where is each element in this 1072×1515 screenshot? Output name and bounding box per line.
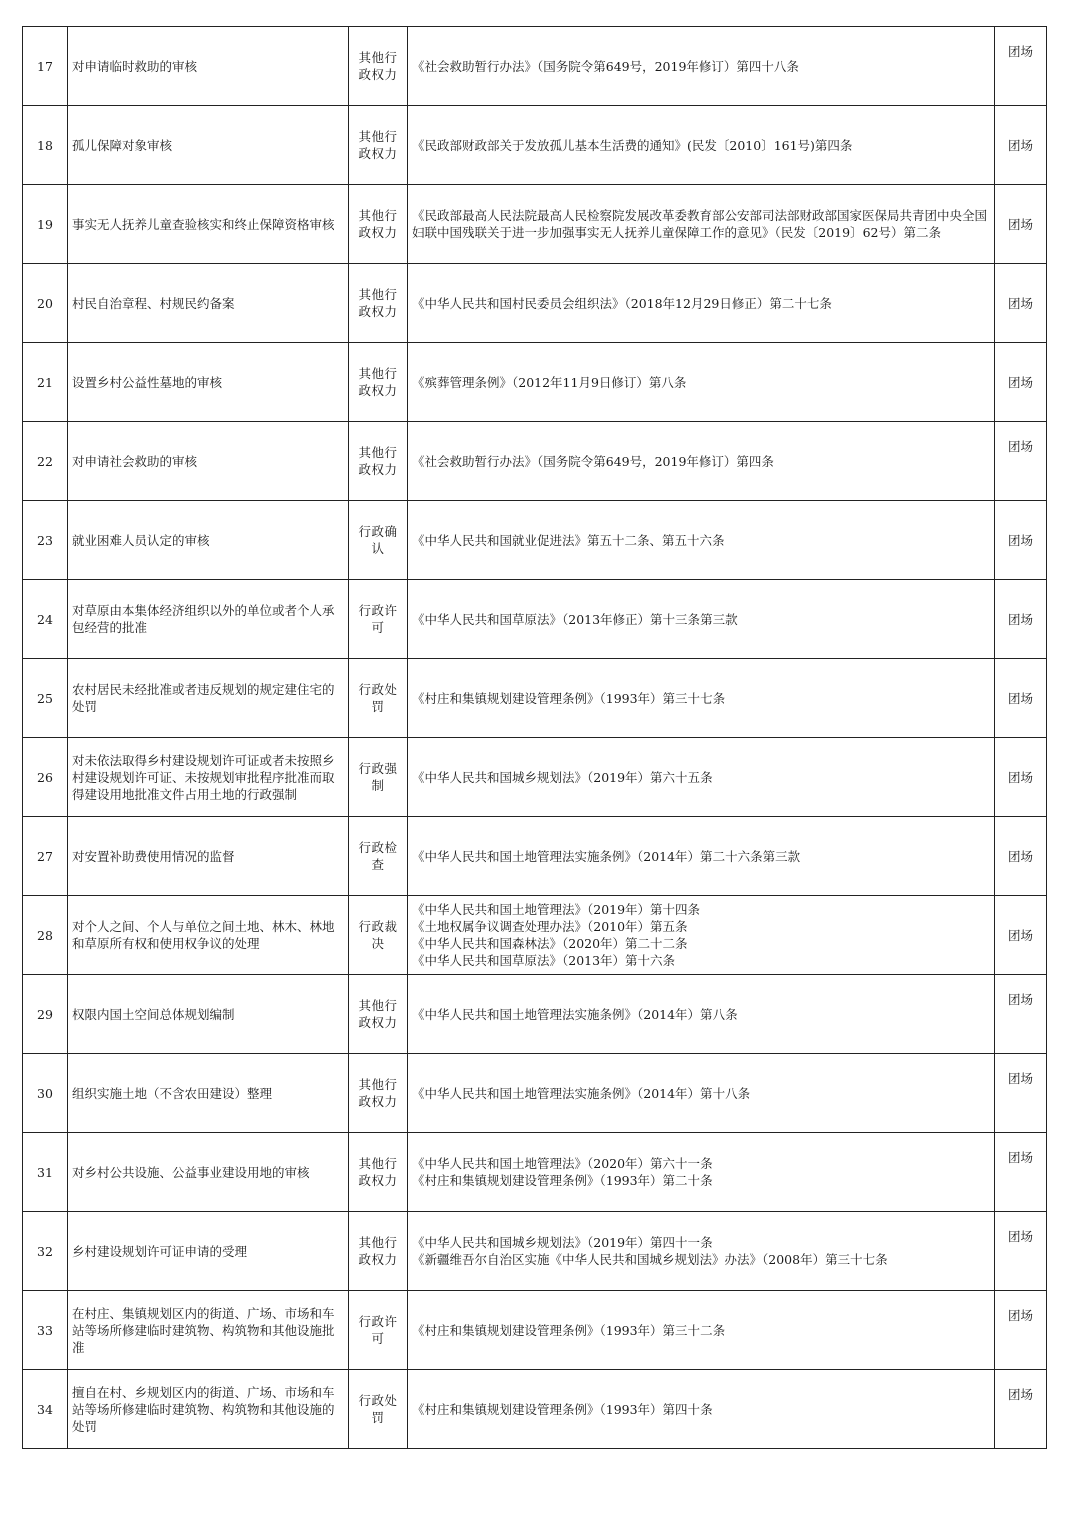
- item-name: 对个人之间、个人与单位之间土地、林木、林地和草原所有权和使用权争议的处理: [68, 896, 349, 975]
- responsible-unit: 团场: [995, 580, 1047, 659]
- item-name: 就业困难人员认定的审核: [68, 501, 349, 580]
- table-row: [23, 817, 1047, 896]
- responsible-unit: 团场: [995, 264, 1047, 343]
- power-type: 行政处罚: [349, 1370, 408, 1449]
- legal-basis: [408, 1212, 995, 1291]
- legal-basis: [408, 501, 995, 580]
- legal-basis-line: 《村庄和集镇规划建设管理条例》（1993年）第三十七条: [412, 690, 726, 706]
- table-row: [23, 264, 1047, 343]
- responsible-unit: 团场: [995, 975, 1047, 1054]
- table-body: [23, 27, 1047, 1449]
- responsible-unit: 团场: [995, 1054, 1047, 1133]
- power-type: 其他行政权力: [349, 975, 408, 1054]
- responsible-unit: 团场: [995, 185, 1047, 264]
- power-type: 行政检查: [349, 817, 408, 896]
- legal-basis: [408, 422, 995, 501]
- power-type: 行政许可: [349, 1291, 408, 1370]
- legal-basis-line: 《民政部最高人民法院最高人民检察院发展改革委教育部公安部司法部财政部国家医保局共青团中央全国妇联中国残联关于进一步加强事实无人抚养儿童保障工作的意见》（民发〔2019〕62号）第二条: [412, 208, 988, 240]
- legal-basis-line: 《中华人民共和国森林法》（2020年）第二十二条: [412, 936, 688, 951]
- row-number: 31: [23, 1133, 68, 1212]
- row-number: 28: [23, 896, 68, 975]
- legal-basis: [408, 975, 995, 1054]
- legal-basis: [408, 1291, 995, 1370]
- legal-basis: [408, 27, 995, 106]
- power-type: 其他行政权力: [349, 343, 408, 422]
- table-row: [23, 106, 1047, 185]
- power-type: 其他行政权力: [349, 1133, 408, 1212]
- item-name: 乡村建设规划许可证申请的受理: [68, 1212, 349, 1291]
- table-row: [23, 975, 1047, 1054]
- item-name: 权限内国土空间总体规划编制: [68, 975, 349, 1054]
- row-number: 34: [23, 1370, 68, 1449]
- power-type: 行政裁决: [349, 896, 408, 975]
- power-type: 行政确认: [349, 501, 408, 580]
- item-name: 孤儿保障对象审核: [68, 106, 349, 185]
- legal-basis-line: 《中华人民共和国城乡规划法》（2019年）第四十一条: [412, 1235, 713, 1250]
- responsible-unit: 团场: [995, 659, 1047, 738]
- table-row: [23, 1133, 1047, 1212]
- item-name: 组织实施土地（不含农田建设）整理: [68, 1054, 349, 1133]
- legal-basis: [408, 1370, 995, 1449]
- responsible-unit: 团场: [995, 343, 1047, 422]
- responsible-unit: 团场: [995, 422, 1047, 501]
- item-name: 对草原由本集体经济组织以外的单位或者个人承包经营的批准: [68, 580, 349, 659]
- legal-basis-line: 《中华人民共和国就业促进法》第五十二条、第五十六条: [412, 532, 725, 548]
- legal-basis: [408, 106, 995, 185]
- responsible-unit: 团场: [995, 1291, 1047, 1370]
- table-row: [23, 580, 1047, 659]
- table-row: [23, 27, 1047, 106]
- table-row: [23, 1291, 1047, 1370]
- item-name: 对乡村公共设施、公益事业建设用地的审核: [68, 1133, 349, 1212]
- item-name: 对申请临时救助的审核: [68, 27, 349, 106]
- item-name: 设置乡村公益性墓地的审核: [68, 343, 349, 422]
- item-name: 对安置补助费使用情况的监督: [68, 817, 349, 896]
- table-row: [23, 185, 1047, 264]
- legal-basis-line: 《村庄和集镇规划建设管理条例》（1993年）第二十条: [412, 1173, 713, 1188]
- power-list-table: [22, 26, 1047, 1449]
- legal-basis: [408, 896, 995, 975]
- power-type: 其他行政权力: [349, 27, 408, 106]
- row-number: 30: [23, 1054, 68, 1133]
- legal-basis-line: 《中华人民共和国草原法》（2013年）第十六条: [412, 953, 676, 968]
- row-number: 19: [23, 185, 68, 264]
- row-number: 29: [23, 975, 68, 1054]
- item-name: 农村居民未经批准或者违反规划的规定建住宅的处罚: [68, 659, 349, 738]
- power-type: 其他行政权力: [349, 185, 408, 264]
- legal-basis-line: 《村庄和集镇规划建设管理条例》（1993年）第四十条: [412, 1401, 713, 1417]
- legal-basis: [408, 817, 995, 896]
- row-number: 32: [23, 1212, 68, 1291]
- row-number: 22: [23, 422, 68, 501]
- responsible-unit: 团场: [995, 1370, 1047, 1449]
- item-name: 对申请社会救助的审核: [68, 422, 349, 501]
- legal-basis-line: 《中华人民共和国土地管理法》（2019年）第十四条: [412, 902, 701, 917]
- legal-basis-line: 《社会救助暂行办法》（国务院令第649号，2019年修订）第四条: [412, 453, 774, 469]
- legal-basis-line: 《中华人民共和国土地管理法》（2020年）第六十一条: [412, 1156, 713, 1171]
- table-row: [23, 1212, 1047, 1291]
- power-type: 其他行政权力: [349, 422, 408, 501]
- legal-basis-line: 《中华人民共和国土地管理法实施条例》（2014年）第二十六条第三款: [412, 848, 801, 864]
- row-number: 24: [23, 580, 68, 659]
- legal-basis: [408, 1133, 995, 1212]
- row-number: 23: [23, 501, 68, 580]
- row-number: 17: [23, 27, 68, 106]
- power-type: 其他行政权力: [349, 106, 408, 185]
- legal-basis: [408, 264, 995, 343]
- row-number: 26: [23, 738, 68, 817]
- legal-basis: [408, 343, 995, 422]
- power-type: 其他行政权力: [349, 1212, 408, 1291]
- legal-basis: [408, 580, 995, 659]
- row-number: 25: [23, 659, 68, 738]
- responsible-unit: 团场: [995, 1133, 1047, 1212]
- legal-basis-line: 《中华人民共和国草原法》（2013年修正）第十三条第三款: [412, 611, 738, 627]
- row-number: 18: [23, 106, 68, 185]
- responsible-unit: 团场: [995, 1212, 1047, 1291]
- legal-basis-line: 《中华人民共和国土地管理法实施条例》（2014年）第十八条: [412, 1085, 751, 1101]
- item-name: 在村庄、集镇规划区内的街道、广场、市场和车站等场所修建临时建筑物、构筑物和其他设施批准: [68, 1291, 349, 1370]
- legal-basis-line: 《社会救助暂行办法》（国务院令第649号，2019年修订）第四十八条: [412, 58, 799, 74]
- row-number: 20: [23, 264, 68, 343]
- responsible-unit: 团场: [995, 817, 1047, 896]
- table-row: [23, 501, 1047, 580]
- table-row: [23, 1054, 1047, 1133]
- responsible-unit: 团场: [995, 896, 1047, 975]
- row-number: 33: [23, 1291, 68, 1370]
- responsible-unit: 团场: [995, 27, 1047, 106]
- responsible-unit: 团场: [995, 738, 1047, 817]
- legal-basis-line: 《村庄和集镇规划建设管理条例》（1993年）第三十二条: [412, 1322, 726, 1338]
- legal-basis-line: 《民政部财政部关于发放孤儿基本生活费的通知》(民发〔2010〕161号)第四条: [412, 137, 853, 153]
- legal-basis-line: 《中华人民共和国土地管理法实施条例》（2014年）第八条: [412, 1006, 738, 1022]
- legal-basis: [408, 185, 995, 264]
- item-name: 擅自在村、乡规划区内的街道、广场、市场和车站等场所修建临时建筑物、构筑物和其他设施的处罚: [68, 1370, 349, 1449]
- legal-basis-line: 《殡葬管理条例》（2012年11月9日修订）第八条: [412, 374, 687, 390]
- legal-basis: [408, 659, 995, 738]
- table-row: [23, 659, 1047, 738]
- responsible-unit: 团场: [995, 106, 1047, 185]
- row-number: 27: [23, 817, 68, 896]
- legal-basis-line: 《中华人民共和国城乡规划法》（2019年）第六十五条: [412, 769, 713, 785]
- item-name: 对未依法取得乡村建设规划许可证或者未按照乡村建设规划许可证、未按规划审批程序批准而取得建设用地批准文件占用土地的行政强制: [68, 738, 349, 817]
- legal-basis-line: 《中华人民共和国村民委员会组织法》（2018年12月29日修正）第二十七条: [412, 295, 832, 311]
- table-row: [23, 343, 1047, 422]
- legal-basis: [408, 1054, 995, 1133]
- table-row: [23, 896, 1047, 975]
- legal-basis-line: 《新疆维吾尔自治区实施《中华人民共和国城乡规划法》办法》（2008年）第三十七条: [412, 1252, 888, 1267]
- item-name: 村民自治章程、村规民约备案: [68, 264, 349, 343]
- table-row: [23, 1370, 1047, 1449]
- power-type: 其他行政权力: [349, 1054, 408, 1133]
- item-name: 事实无人抚养儿童查验核实和终止保障资格审核: [68, 185, 349, 264]
- power-type: 行政许可: [349, 580, 408, 659]
- table-row: [23, 738, 1047, 817]
- row-number: 21: [23, 343, 68, 422]
- power-type: 行政强制: [349, 738, 408, 817]
- power-type: 其他行政权力: [349, 264, 408, 343]
- table-row: [23, 422, 1047, 501]
- legal-basis: [408, 738, 995, 817]
- legal-basis-line: 《土地权属争议调查处理办法》（2010年）第五条: [412, 919, 688, 934]
- responsible-unit: 团场: [995, 501, 1047, 580]
- power-type: 行政处罚: [349, 659, 408, 738]
